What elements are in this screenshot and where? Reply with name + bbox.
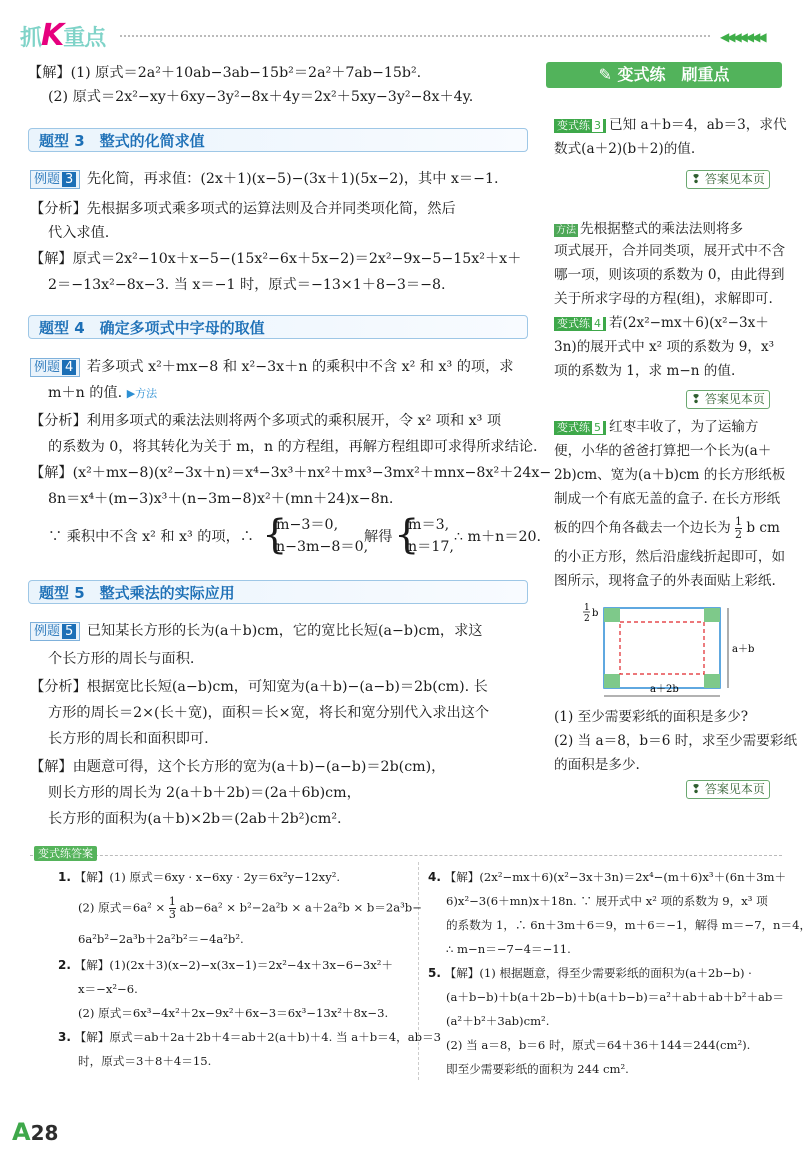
outer-rect (604, 608, 720, 688)
section-title-4: 题型 4 确定多项式中字母的取值 (28, 315, 528, 339)
example-5-question-2: 个长方形的周长与面积. (48, 651, 195, 667)
system-b-line1: m＝3, (408, 517, 450, 533)
example-3-analysis-1: 【分析】先根据多项式乘多项式的运算法则及合并同类项化简，然后 (30, 201, 456, 217)
answer-2-line2: x＝−x²−6. (78, 982, 138, 996)
fraction-third: $\frac{1}{3}$ (168, 895, 176, 921)
answer-link-2[interactable]: ❢ 答案见本页 (686, 390, 770, 409)
answer-icon: ❢ (691, 172, 702, 186)
label-half-num: 1 (584, 603, 590, 613)
system-a-line1: m−3＝0, (276, 517, 339, 533)
answer-link-1[interactable]: ❢ 答案见本页 (686, 170, 770, 189)
variant-5-line2: 便，小华的爸爸打算把一个长为(a＋ (554, 443, 772, 459)
example-4-system-prefix: ∵ 乘积中不含 x² 和 x³ 的项，∴ (48, 529, 254, 545)
answer-icon: ❢ (691, 392, 702, 406)
label-a-plus-b: a＋b (732, 644, 755, 655)
variant-4-line1: 变式练 4 若(2x²−mx＋6)(x²−3x＋ (554, 312, 769, 335)
variant-3-line2: 数式(a＋2)(b＋2)的值. (554, 141, 696, 157)
example-3-question: 例题 3 先化简，再求值：(2x＋1)(x−5)−(3x＋1)(5x−2)，其中 x＝−1. (30, 168, 499, 191)
label-a-plus-2b: a＋2b (650, 684, 679, 695)
example-4-tag: 例题 4 (30, 358, 80, 377)
variant-5-line7: 图所示，现将盒子的外表面贴上彩纸. (554, 573, 776, 589)
variant-5-line5: 板的四个角各截去一个边长为 $\frac{1}{2}$ b cm (554, 515, 780, 541)
example-5-analysis-2: 方形的周长＝2×(长＋宽)，面积＝长×宽，将长和宽分别代入求出这个 (48, 705, 490, 721)
answer-5-line2: (a＋b−b)＋b(a＋2b−b)＋b(a＋b−b)＝a²＋ab＋ab＋b²＋ab＝ (446, 990, 784, 1004)
answer-1-line1: 1. 【解】(1) 原式＝6xy · x−6xy · 2y＝6x²y−12xy². (58, 870, 341, 884)
example-3-analysis-2: 代入求值. (48, 225, 110, 241)
answer-4-line2: 6)x²−3(6＋mn)x＋18n. ∵ 展开式中 x² 项的系数为 9，x³ 项 (446, 894, 768, 908)
answer-2-line3: (2) 原式＝6x³−4x²＋2x−9x²＋6x−3＝6x³−13x²＋8x−3. (78, 1006, 389, 1020)
variant-5-q2-2: 的面积是多少. (554, 757, 640, 773)
example-4-question-2: m＋n 的值. ▶方法 (48, 385, 158, 401)
variant-4-tag: 变式练 4 (554, 317, 606, 331)
variant-4-line3: 项的系数为 1，求 m−n 的值. (554, 363, 736, 379)
header-arrows: ◀◀◀◀◀◀◀ (720, 30, 764, 44)
variant-3-line1: 变式练 3 已知 a＋b＝4，ab＝3，求代 (554, 114, 787, 137)
example-4-solution-1: 【解】(x²＋mx−8)(x²−3x＋n)＝x⁴−3x³＋nx²＋mx³−3mx²＋mnx−8x²＋24x− (30, 465, 552, 481)
answer-3-line2: 时，原式＝3＋8＋4＝15. (78, 1054, 212, 1068)
answers-divider (30, 855, 782, 856)
answer-4-line4: ∴ m−n＝−7−4＝−11. (446, 942, 571, 956)
example-5-solution-1: 【解】由题意可得，这个长方形的宽为(a＋b)−(a−b)＝2b(cm)， (30, 759, 446, 775)
student-icon: ✎ (598, 65, 618, 84)
section-title-3: 题型 3 整式的化简求值 (28, 128, 528, 152)
page-number: A28 (12, 1118, 59, 1146)
brand-logo: 抓K重点 (20, 18, 106, 53)
example-4-analysis-2: 的系数为 0，将其转化为关于 m，n 的方程组，再解方程组即可求得所求结论. (48, 439, 538, 455)
brace-right: { (394, 512, 420, 558)
variant-5-q1: (1) 至少需要彩纸的面积是多少? (554, 709, 748, 725)
method-line1: 方法 先根据整式的乘法法则将多 (556, 221, 744, 237)
example-5-question-1: 例题 5 已知某长方形的长为(a＋b)cm，它的宽比长短(a−b)cm，求这 (30, 620, 482, 643)
answer-1-line3: 6a²b²−2a³b＋2a²b²＝−4a²b². (78, 932, 244, 946)
label-half-b: b (592, 608, 599, 619)
label-half-den: 2 (584, 614, 590, 624)
method-line2: 项式展开，合并同类项，展开式中不含 (554, 243, 786, 259)
answer-5-line1: 5. 【解】(1) 根据题意，得至少需要彩纸的面积为(a＋2b−b) · (428, 966, 752, 980)
answer-1-line2: (2) 原式＝6a² × $\frac{1}{3}$ ab−6a² × b²−2a²b × a＋2a²b × b＝2a³b− (78, 895, 422, 921)
fraction-half: $\frac{1}{2}$ (735, 515, 743, 541)
variant-4-line2: 3n)的展开式中 x² 项的系数为 9，x³ (554, 339, 775, 355)
answer-5-line5: 即至少需要彩纸的面积为 244 cm². (446, 1062, 629, 1076)
example-4-question-1: 例题 4 若多项式 x²＋mx−8 和 x²−3x＋n 的乘积中不含 x² 和 x³ 的项，求 (30, 356, 513, 379)
section-title-5: 题型 5 整式乘法的实际应用 (28, 580, 528, 604)
answers-header: 变式练答案 (34, 846, 97, 861)
practice-header: ✎ 变式练 刷重点 (546, 62, 782, 88)
variant-5-line3: 2b)cm、宽为(a＋b)cm 的长方形纸板 (554, 467, 786, 483)
example-5-solution-2: 则长方形的周长为 2(a＋b＋2b)＝(2a＋6b)cm， (48, 785, 361, 801)
answer-link-3[interactable]: ❢ 答案见本页 (686, 780, 770, 799)
corner-square-tr (704, 608, 720, 622)
variant-5-q2-1: (2) 当 a＝8，b＝6 时，求至少需要彩纸 (554, 733, 798, 749)
solve-label: 解得 (364, 529, 393, 545)
example-3-solution-1: 【解】原式＝2x²−10x＋x−5−(15x²−6x＋5x−2)＝2x²−9x−5−15x²＋x＋ (30, 251, 522, 267)
answer-5-line4: (2) 当 a＝8，b＝6 时，原式＝64＋36＋144＝244(cm²). (446, 1038, 751, 1052)
variant-3-tag: 变式练 3 (554, 119, 606, 133)
system-b-line2: n＝17, (408, 539, 454, 555)
brace-left: { (262, 512, 288, 558)
method-line4: 关于所求字母的方程(组)，求解即可. (554, 291, 773, 307)
variant-5-line1: 变式练 5 红枣丰收了，为了运输方 (554, 416, 759, 439)
example-3-solution-2: 2＝−13x²−8x−3. 当 x＝−1 时，原式＝−13×1＋8−3＝−8. (48, 277, 446, 293)
answer-5-line3: (a²＋b²＋3ab)cm². (446, 1014, 550, 1028)
variant-5-line4: 制成一个有底无盖的盒子. 在长方形纸 (554, 491, 781, 507)
answer-icon: ❢ (691, 782, 702, 796)
example-5-analysis-1: 【分析】根据宽比长短(a−b)cm，可知宽为(a＋b)−(a−b)＝2b(cm). 长 (30, 679, 488, 695)
answer-4-line3: 的系数为 1，∴ 6n＋3m＋6＝9，m＋6＝−1，解得 m＝−7，n＝4， (446, 918, 811, 932)
variant-5-line6: 的小正方形，然后沿虚线折起即可，如 (554, 549, 786, 565)
method-line3: 哪一项，则该项的系数为 0，由此得到 (554, 267, 785, 283)
corner-square-bl (604, 674, 620, 688)
answer-4-line1: 4. 【解】(2x²−mx＋6)(x²−3x＋3n)＝2x⁴−(m＋6)x³＋(6n＋3m＋ (428, 870, 787, 884)
system-a-line2: n−3m−8＝0, (276, 539, 369, 555)
corner-square-br (704, 674, 720, 688)
system-result: ∴ m＋n＝20. (454, 529, 542, 545)
method-marker: ▶方法 (126, 387, 158, 400)
box-net-figure (580, 598, 755, 702)
method-tag: 方法 (556, 225, 576, 236)
example-5-tag: 例题 5 (30, 622, 80, 641)
prev-solution-2: (2) 原式＝2x²−xy＋6xy−3y²−8x＋4y＝2x²＋5xy−3y²−8x＋4y. (48, 89, 474, 105)
example-5-analysis-3: 长方形的周长和面积即可. (48, 731, 209, 747)
example-3-tag: 例题 3 (30, 170, 80, 189)
example-4-analysis-1: 【分析】利用多项式的乘法法则将两个多项式的乘积展开，令 x² 项和 x³ 项 (30, 413, 502, 429)
corner-square-tl (604, 608, 620, 622)
answer-2-line1: 2. 【解】(1)(2x＋3)(x−2)−x(3x−1)＝2x²−4x＋3x−6−3x²＋ (58, 958, 393, 972)
prev-solution-1: 【解】(1) 原式＝2a²＋10ab−3ab−15b²＝2a²＋7ab−15b². (28, 65, 422, 81)
example-4-solution-2: 8n＝x⁴＋(m−3)x³＋(n−3m−8)x²＋(mn＋24)x−8n. (48, 491, 394, 507)
variant-5-tag: 变式练 5 (554, 421, 606, 435)
answer-3-line1: 3. 【解】原式＝ab＋2a＋2b＋4＝ab＋2(a＋b)＋4. 当 a＋b＝4，ab＝3 (58, 1030, 442, 1044)
header-divider (120, 35, 710, 37)
example-5-solution-3: 长方形的面积为(a＋b)×2b＝(2ab＋2b²)cm². (48, 811, 342, 827)
